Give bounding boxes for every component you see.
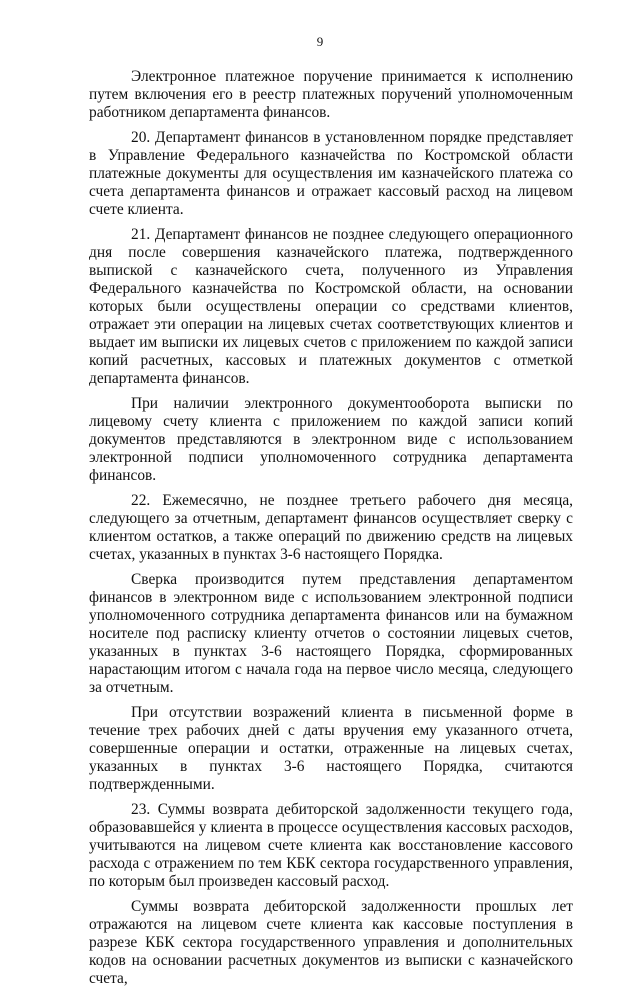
paragraph-item-21: 21. Департамент финансов не позднее следующего операционного дня после совершения казначейского платежа, подтвержденного выпиской с казначейского счета, полученного из Управления Федерального казначейства по Костромской области, на основании которых были осуществлены операции со средствами клиентов, отражает эти операции на лицевых счетах соответствующих клиентов и выдает им выписки их лицевых счетов с приложением по каждой записи копий расчетных, кассовых и платежных документов с отметкой департамента финансов. [89, 226, 573, 387]
paragraph-no-objections: При отсутствии возражений клиента в письменной форме в течение трех рабочих дней с даты вручения ему указанного отчета, совершенные операции и остатки, отраженные на лицевых счетах, указанных в пунктах 3-6 настоящего Порядка, считаются подтвержденными. [89, 704, 573, 793]
paragraph-electronic-document-flow: При наличии электронного документооборота выписки по лицевому счету клиента с приложением по каждой записи копий документов представляются в электронном виде с использованием электронной подписи уполномоченного сотрудника департамента финансов. [89, 395, 573, 484]
page-number: 9 [316, 34, 324, 49]
paragraph-item-23: 23. Суммы возврата дебиторской задолженности текущего года, образовавшейся у клиента в процессе осуществления кассовых расходов, учитываются на лицевом счете клиента как восстановление кассового расхода с отражением по тем КБК сектора государственного управления, по которым был произведен кассовый расход. [89, 801, 573, 890]
paragraph-item-22: 22. Ежемесячно, не позднее третьего рабочего дня месяца, следующего за отчетным, департамент финансов осуществляет сверку с клиентом остатков, а также операций по движению средств на лицевых счетах, указанных в пунктах 3-6 настоящего Порядка. [89, 492, 573, 563]
document-body [89, 68, 573, 995]
paragraph-electronic-payment-order: Электронное платежное поручение принимается к исполнению путем включения его в реестр платежных поручений уполномоченным работником департамента финансов. [89, 68, 573, 121]
paragraph-item-20: 20. Департамент финансов в установленном порядке представляет в Управление Федерального казначейства по Костромской области платежные документы для осуществления им казначейского платежа со счета департамента финансов и отражает кассовый расход на лицевом счете клиента. [89, 129, 573, 218]
paragraph-reconciliation: Сверка производится путем представления департаментом финансов в электронном виде с использованием электронной подписи уполномоченного сотрудника департамента финансов или на бумажном носителе под расписку клиенту отчетов о состоянии лицевых счетов, указанных в пунктах 3-6 настоящего Порядка, сформированных нарастающим итогом с начала года на первое число месяца, следующего за отчетным. [89, 571, 573, 696]
paragraph-past-years-receivables: Суммы возврата дебиторской задолженности прошлых лет отражаются на лицевом счете клиента как кассовые поступления в разрезе КБК сектора государственного управления и дополнительных кодов на основании расчетных документов из выписки с казначейского счета, [89, 898, 573, 987]
